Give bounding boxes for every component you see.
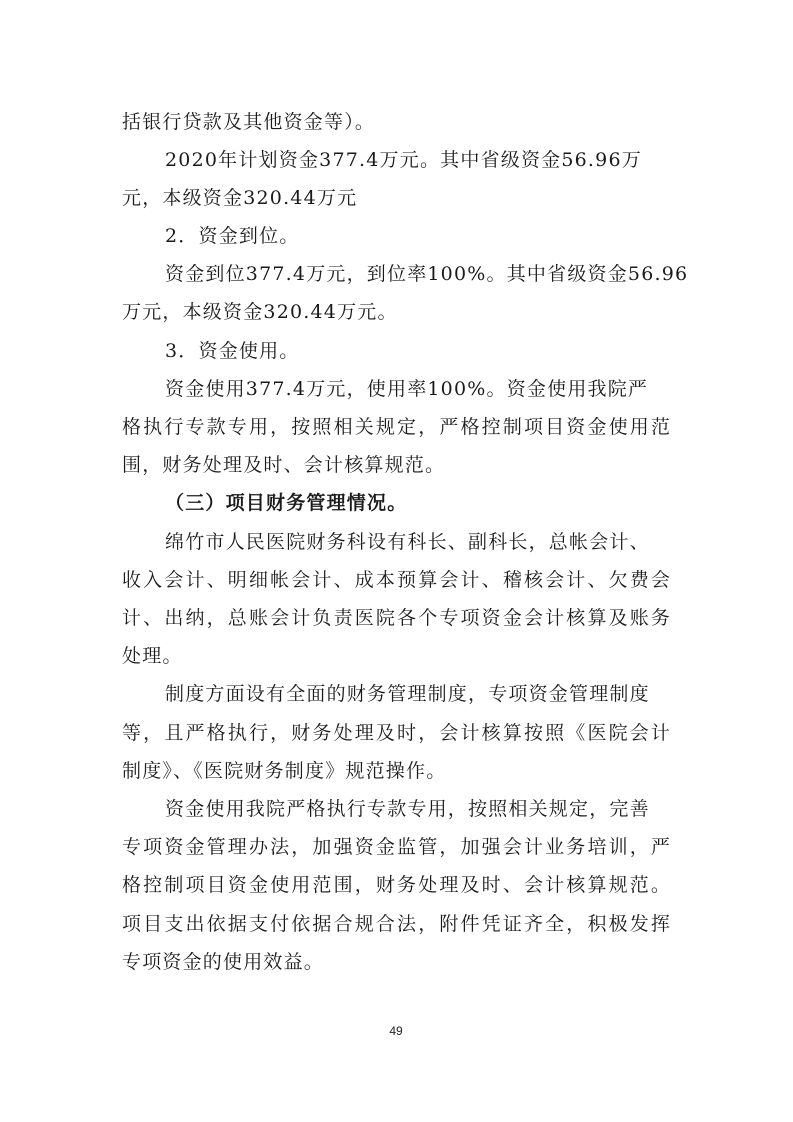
- text-line: 围，财务处理及时、会计核算规范。: [122, 454, 446, 476]
- section-heading: （三）项目财务管理情况。: [165, 492, 408, 514]
- text-line: 专项资金的使用效益。: [122, 951, 325, 973]
- page-number: 49: [389, 1024, 403, 1038]
- text-line: 括银行贷款及其他资金等）。: [122, 111, 376, 133]
- text-line: 项 目 支 出 依 据 支 付 依 据 合 规 合 法 ， 附 件 凭 证 齐 全 ， 积 极 发 挥: [122, 913, 670, 935]
- text-line: 资金使用377.4万元，使用率100%。资金使用我院严: [165, 378, 649, 400]
- text-line: 元，本级资金320.44万元: [122, 187, 358, 209]
- text-line: 制度》、《医院财务制度》规范操作。: [122, 760, 447, 782]
- text-line: 等 ， 且 严 格 执 行 ， 财 务 处 理 及 时 ， 会 计 核 算 按 照 《 医 院 会 计: [122, 722, 670, 744]
- text-line: 格 执 行 专 款 专 用 ， 按 照 相 关 规 定 ， 严 格 控 制 项 目 资 金 使 用 范: [122, 416, 670, 438]
- text-line: 格 控 制 项 目 资 金 使 用 范 围 ， 财 务 处 理 及 时 、 会 计 核 算 规 范 。: [122, 874, 670, 896]
- text-line: 处理。: [122, 645, 183, 667]
- text-line: 万元，本级资金320.44万元。: [122, 301, 398, 323]
- text-line: 资金到位377.4万元，到位率100%。其中省级资金56.96: [165, 263, 689, 285]
- text-line: 资金使用我院严格执行专款专用，按照相关规定，完善: [165, 798, 650, 820]
- text-line: 绵竹市人民医院财务科设有科长、副科长，总帐会计、: [165, 531, 650, 553]
- text-line: 收 入 会 计 、 明 细 帐 会 计 、 成 本 预 算 会 计 、 稽 核 会 计 、 欠 费 会: [122, 569, 670, 591]
- text-line: 制度方面设有全面的财务管理制度，专项资金管理制度: [165, 683, 650, 705]
- text-line: 计 、 出 纳 ， 总 账 会 计 负 责 医 院 各 个 专 项 资 金 会 计 核 算 及 账 务: [122, 607, 670, 629]
- text-line: 2020年计划资金377.4万元。其中省级资金56.96万: [165, 149, 642, 171]
- section-heading: 3．资金使用。: [165, 340, 300, 362]
- section-heading: 2．资金到位。: [165, 225, 300, 247]
- text-line: 专 项 资 金 管 理 办 法 ， 加 强 资 金 监 管 ， 加 强 会 计 业 务 培 训 ， 严: [122, 836, 670, 858]
